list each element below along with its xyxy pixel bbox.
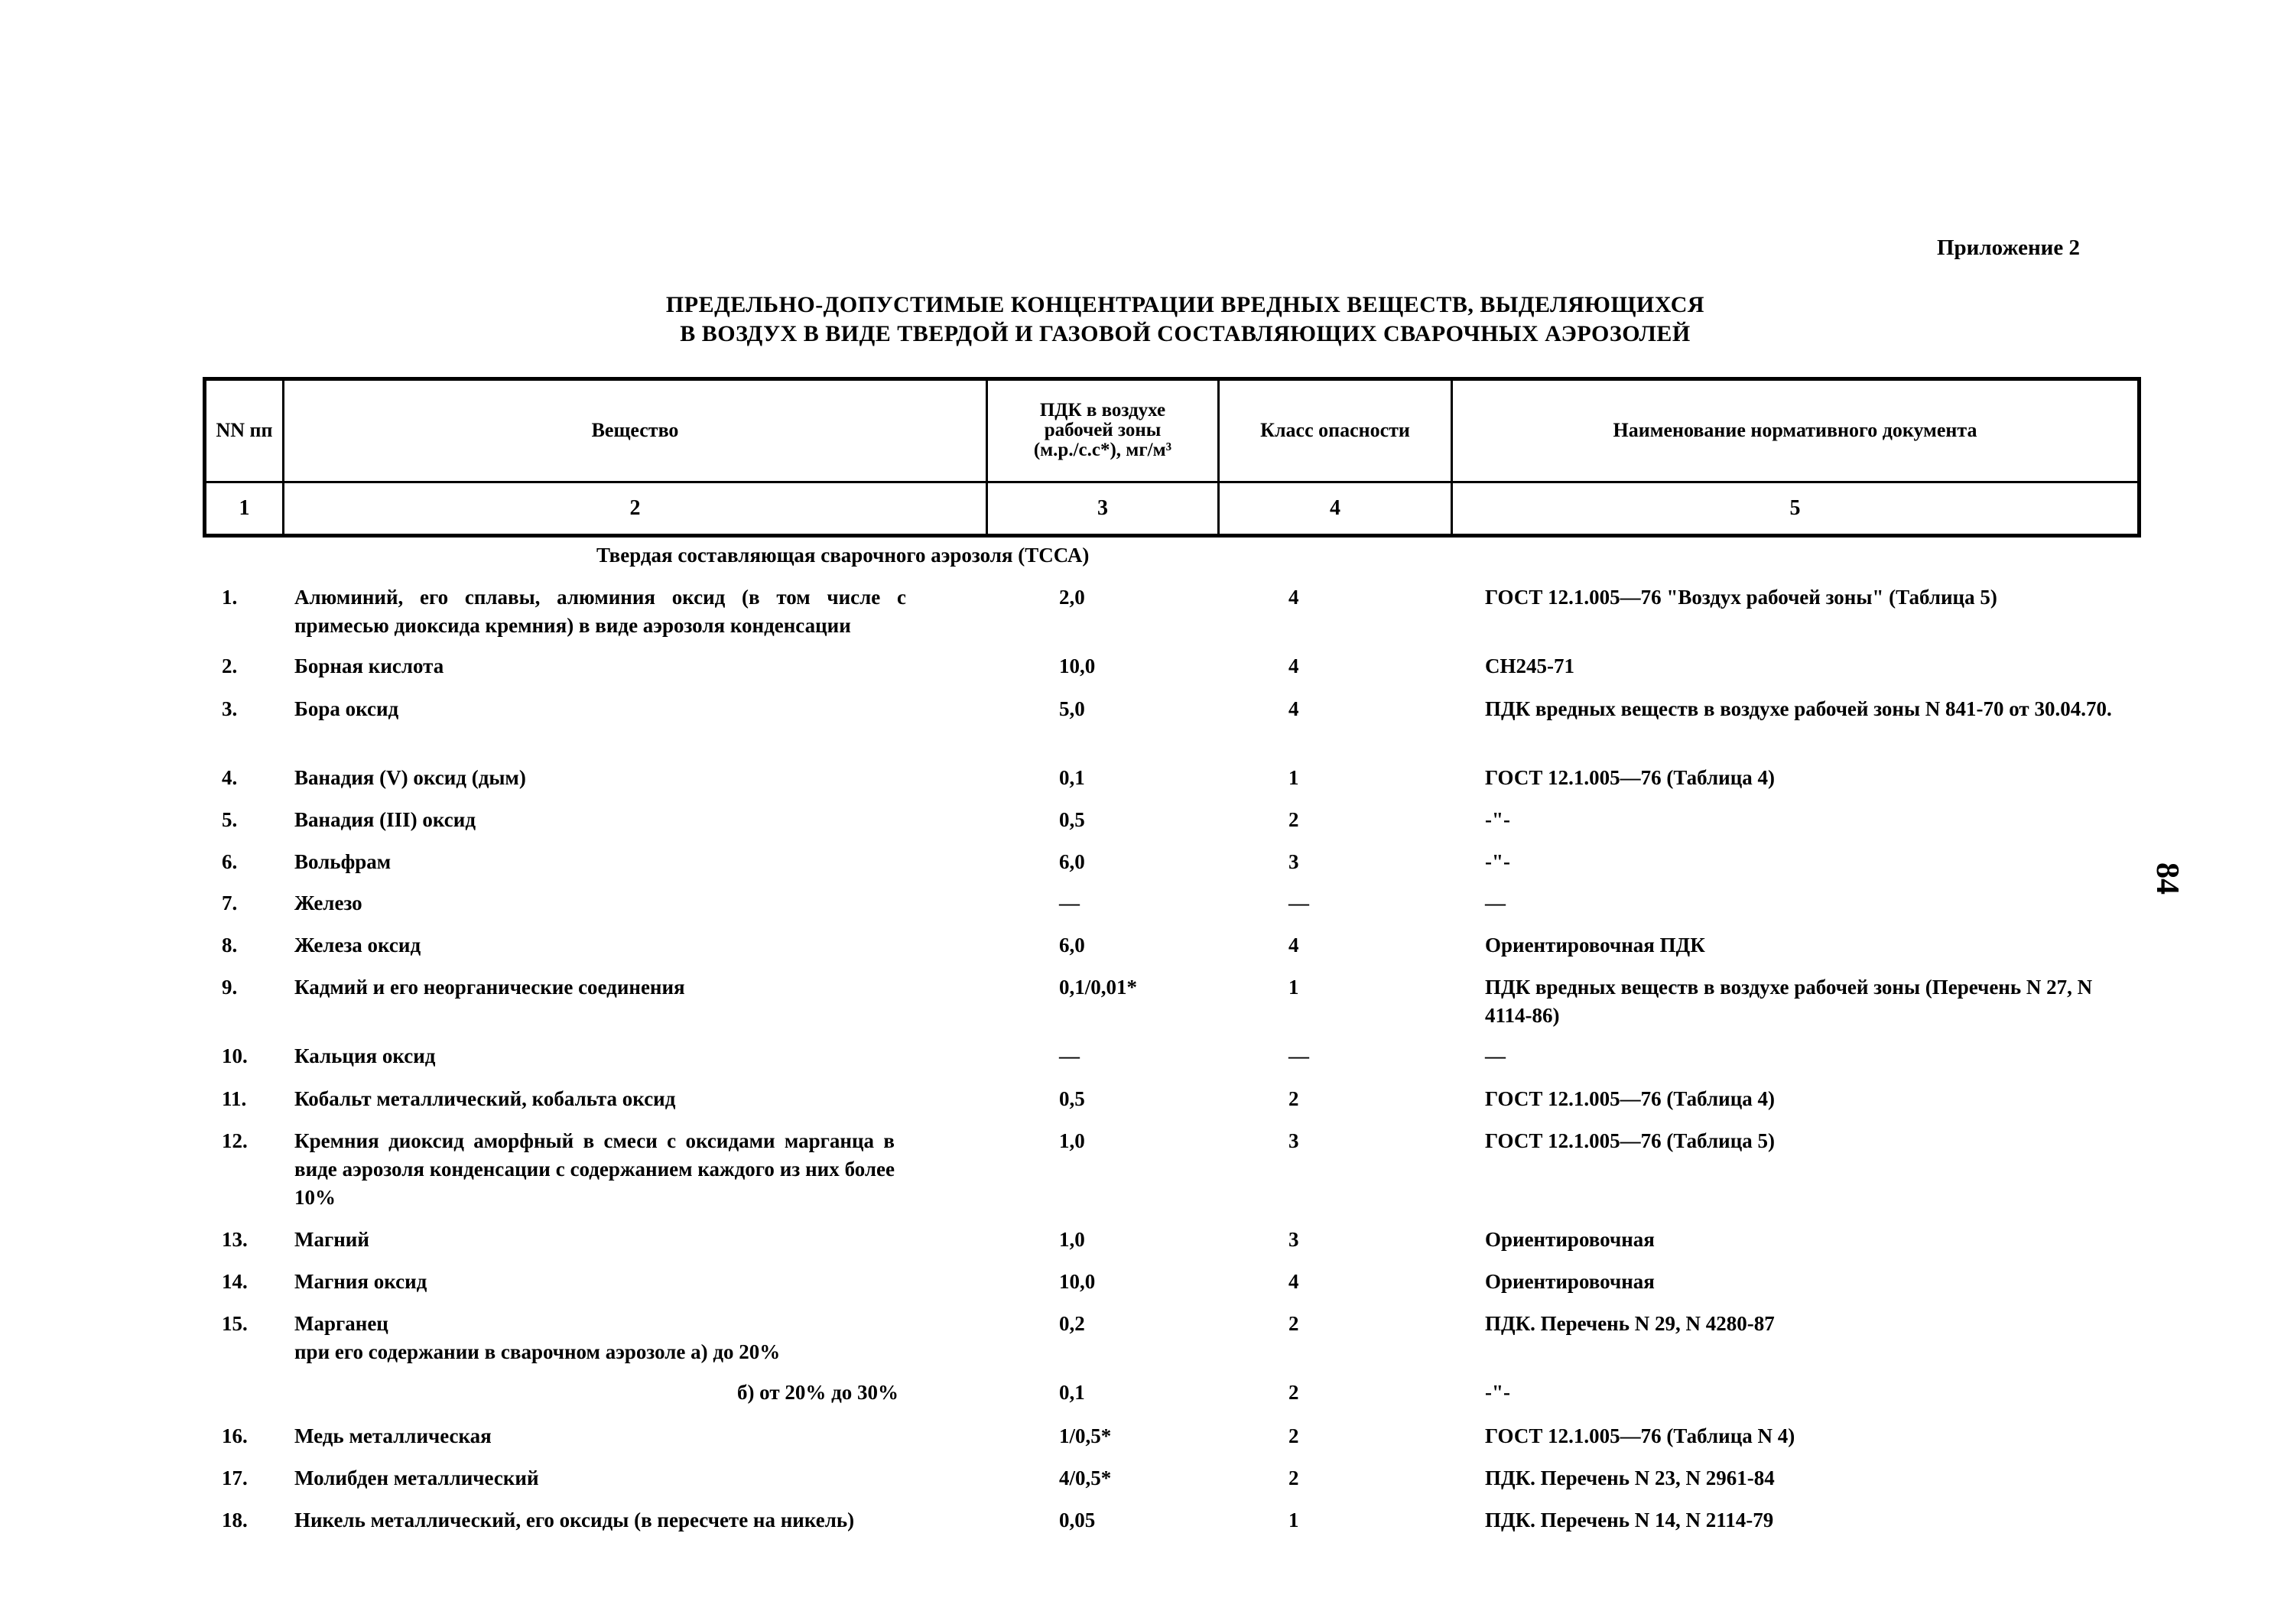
row-number: 8. <box>222 934 238 957</box>
substance-cell: Бора оксид <box>294 697 399 720</box>
header-substance: Вещество <box>284 379 987 482</box>
header-pdk-line-1: ПДК в воздухе <box>1039 400 1166 421</box>
substance-cell: Никель металлический, его оксиды (в пересчете на никель) <box>294 1509 855 1531</box>
document-cell: -"- <box>1485 850 1510 873</box>
row-number: 5. <box>222 808 238 831</box>
pdk-cell: 2,0 <box>1059 586 1085 609</box>
substance-cell: Железа оксид <box>294 934 421 957</box>
header-row <box>205 379 2140 482</box>
header-pdk <box>987 379 1219 482</box>
header-document: Наименование нормативного документа <box>1452 379 2140 482</box>
document-cell: Ориентировочная ПДК <box>1485 934 1705 957</box>
substance-cell: Кобальт металлический, кобальта оксид <box>294 1087 676 1110</box>
header-hazard-class: Класс опасности <box>1219 379 1452 482</box>
row-number: 17. <box>222 1466 248 1489</box>
pdk-cell: 10,0 <box>1059 654 1096 677</box>
document-cell: Ориентировочная <box>1485 1228 1655 1251</box>
header-pdk-line-2: рабочей зоны <box>1044 420 1162 441</box>
hazard-class-cell: 4 <box>1288 586 1299 609</box>
substance-cell: Кремния диоксид аморфный в смеси с оксидами марганца в виде аэрозоля конденсации с содержанием каждого из них более 10% <box>294 1129 895 1209</box>
pdk-cell: 0,5 <box>1059 808 1085 831</box>
row-number: 2. <box>222 654 238 677</box>
hazard-class-cell: — <box>1288 1044 1309 1067</box>
substance-cell: Кальция оксид <box>294 1044 436 1067</box>
hazard-class-cell: 2 <box>1288 1466 1299 1489</box>
hazard-class-cell: 3 <box>1288 1129 1299 1152</box>
pdk-cell: — <box>1059 892 1080 914</box>
hazard-class-cell: 3 <box>1288 850 1299 873</box>
substance-cell: Борная кислота <box>294 654 444 677</box>
pdk-cell: 1,0 <box>1059 1129 1085 1152</box>
document-cell: ПДК. Перечень N 29, N 4280-87 <box>1485 1312 1775 1335</box>
pdk-cell: 6,0 <box>1059 850 1085 873</box>
document-cell: ПДК. Перечень N 14, N 2114-79 <box>1485 1509 1774 1531</box>
substance-cell: б) от 20% до 30% <box>736 1381 898 1404</box>
substance-line: при его содержании в сварочном аэрозоле а) до 20% <box>294 1340 781 1363</box>
document-cell: ПДК вредных веществ в воздухе рабочей зоны (Перечень N 27, N 4114-86) <box>1485 976 2093 1027</box>
substance-cell: Молибден металлический <box>294 1466 539 1489</box>
row-number: 3. <box>222 697 238 720</box>
hazard-class-cell: 2 <box>1288 1381 1299 1404</box>
appendix-label: Приложение 2 <box>1937 235 2080 260</box>
hazard-class-cell: 2 <box>1288 1424 1299 1447</box>
row-number: 13. <box>222 1228 248 1251</box>
document-cell: ГОСТ 12.1.005—76 (Таблица N 4) <box>1485 1424 1795 1447</box>
document-cell: — <box>1485 1044 1506 1067</box>
hazard-class-cell: 2 <box>1288 1312 1299 1335</box>
document-cell: ГОСТ 12.1.005—76 (Таблица 4) <box>1485 766 1776 789</box>
title-line-1: ПРЕДЕЛЬНО-ДОПУСТИМЫЕ КОНЦЕНТРАЦИИ ВРЕДНЫХ ВЕЩЕСТВ, ВЫДЕЛЯЮЩИХСЯ <box>665 292 1705 317</box>
row-number: 4. <box>222 766 238 789</box>
substance-cell: Железо <box>294 892 362 914</box>
document-cell: ПДК. Перечень N 23, N 2961-84 <box>1485 1466 1775 1489</box>
hazard-class-cell: 1 <box>1288 1509 1299 1531</box>
pdk-cell: — <box>1059 1044 1080 1067</box>
substance-cell: Магний <box>294 1228 369 1251</box>
row-number: 6. <box>222 850 238 873</box>
document-cell: ГОСТ 12.1.005—76 "Воздух рабочей зоны" (Таблица 5) <box>1485 586 1997 609</box>
substance-cell: Магния оксид <box>294 1270 427 1293</box>
document-cell: ПДК вредных веществ в воздухе рабочей зоны N 841-70 от 30.04.70. <box>1485 697 2112 720</box>
document-cell: ГОСТ 12.1.005—76 (Таблица 5) <box>1485 1129 1776 1152</box>
column-number: 3 <box>987 482 1219 535</box>
substance-cell: Кадмий и его неорганические соединения <box>294 976 685 999</box>
column-number-row <box>205 482 2140 535</box>
hazard-class-cell: 4 <box>1288 697 1299 720</box>
hazard-class-cell: 2 <box>1288 1087 1299 1110</box>
pdk-cell: 4/0,5* <box>1059 1466 1112 1489</box>
hazard-class-cell: 3 <box>1288 1228 1299 1251</box>
row-number: 16. <box>222 1424 248 1447</box>
pdk-cell: 0,05 <box>1059 1509 1096 1531</box>
document-title <box>0 291 2294 349</box>
document-cell: СН245-71 <box>1485 654 1574 677</box>
pdk-cell: 1,0 <box>1059 1228 1085 1251</box>
pdk-cell: 5,0 <box>1059 697 1085 720</box>
hazard-class-cell: 1 <box>1288 976 1299 999</box>
hazard-class-cell: 4 <box>1288 934 1299 957</box>
pdk-cell: 1/0,5* <box>1059 1424 1112 1447</box>
hazard-class-cell: 2 <box>1288 808 1299 831</box>
pdk-cell: 0,1 <box>1059 1381 1085 1404</box>
row-number: 12. <box>222 1129 248 1152</box>
pdk-cell: 0,1/0,01* <box>1059 976 1138 999</box>
substance-line: Марганец <box>294 1312 388 1335</box>
column-number: 5 <box>1452 482 2140 535</box>
title-line-2: В ВОЗДУХ В ВИДЕ ТВЕРДОЙ И ГАЗОВОЙ СОСТАВЛЯЮЩИХ СВАРОЧНЫХ АЭРОЗОЛЕЙ <box>680 321 1691 346</box>
substance-cell <box>294 1310 906 1366</box>
hazard-class-cell: — <box>1288 892 1309 914</box>
row-number: 11. <box>222 1087 247 1110</box>
header-no: NN пп <box>205 379 284 482</box>
document-cell: ГОСТ 12.1.005—76 (Таблица 4) <box>1485 1087 1776 1110</box>
row-number: 15. <box>222 1312 248 1335</box>
row-number: 1. <box>222 586 238 609</box>
column-number: 4 <box>1219 482 1452 535</box>
row-number: 10. <box>222 1044 248 1067</box>
row-number: 7. <box>222 892 238 914</box>
column-number: 1 <box>205 482 284 535</box>
page-number: 84 <box>2149 862 2185 895</box>
document-cell: — <box>1485 892 1506 914</box>
substance-cell: Алюминий, его сплавы, алюминия оксид (в том числе с примесью диоксида кремния) в виде аэрозоля конденсации <box>294 586 906 637</box>
pdk-cell: 0,2 <box>1059 1312 1085 1335</box>
pdk-cell: 6,0 <box>1059 934 1085 957</box>
row-number: 18. <box>222 1509 248 1531</box>
document-cell: -"- <box>1485 808 1510 831</box>
hazard-class-cell: 1 <box>1288 766 1299 789</box>
table-header <box>203 377 2141 538</box>
hazard-class-cell: 4 <box>1288 654 1299 677</box>
substance-cell: Вольфрам <box>294 850 392 873</box>
pdk-cell: 0,5 <box>1059 1087 1085 1110</box>
pdk-cell: 0,1 <box>1059 766 1085 789</box>
row-number: 14. <box>222 1270 248 1293</box>
substance-cell: Медь металлическая <box>294 1424 492 1447</box>
substance-cell: Ванадия (V) оксид (дым) <box>294 766 526 789</box>
pdk-cell: 10,0 <box>1059 1270 1096 1293</box>
document-cell: -"- <box>1485 1381 1510 1404</box>
document-cell: Ориентировочная <box>1485 1270 1655 1293</box>
hazard-class-cell: 4 <box>1288 1270 1299 1293</box>
column-number: 2 <box>284 482 987 535</box>
substance-cell: Ванадия (III) оксид <box>294 808 476 831</box>
header-pdk-line-3: (м.р./с.с*), мг/м³ <box>1033 440 1172 461</box>
row-number: 9. <box>222 976 238 999</box>
section-title: Твердая составляющая сварочного аэрозоля (ТССА) <box>596 544 1090 567</box>
